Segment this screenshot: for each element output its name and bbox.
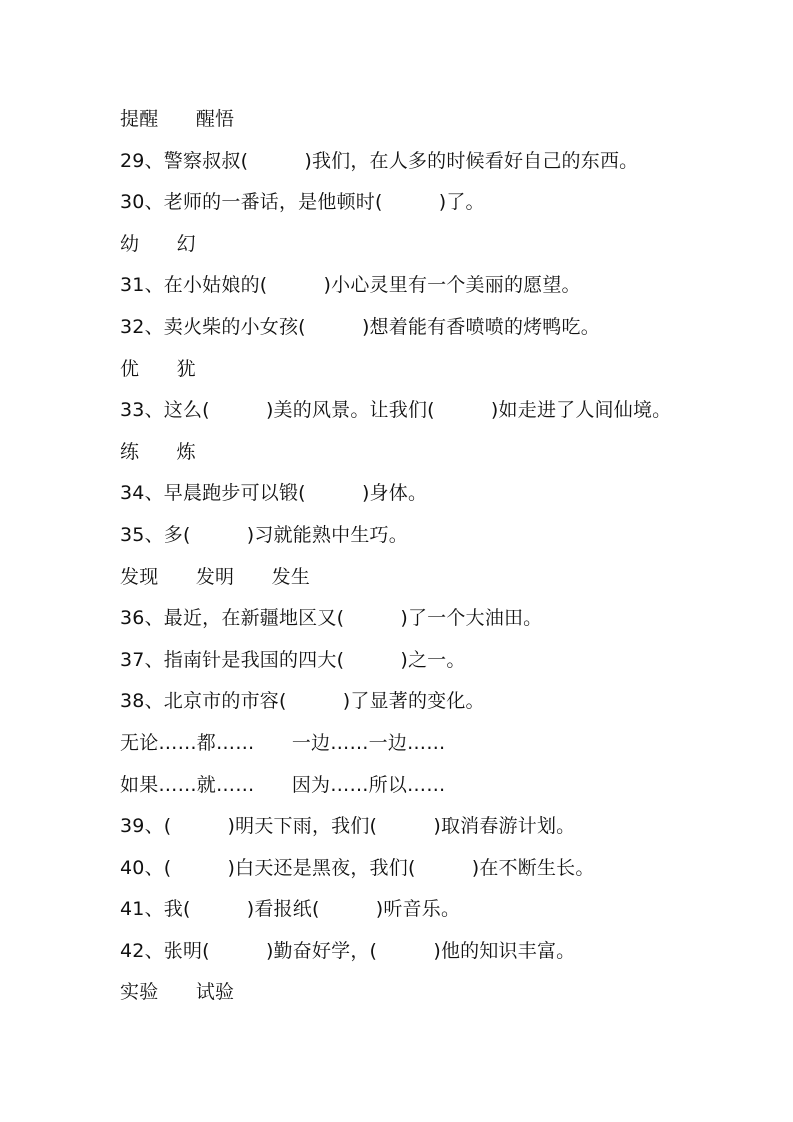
word-pair-line: 实验 试验 — [120, 981, 235, 1004]
conjunction-pair-line: 如果……就…… 因为……所以…… — [120, 773, 446, 796]
exercise-item-35: 35、多( )习就能熟中生巧。 — [120, 523, 408, 546]
exercise-item-33: 33、这么( )美的风景。让我们( )如走进了人间仙境。 — [120, 399, 672, 422]
exercise-item-36: 36、最近，在新疆地区又( )了一个大油田。 — [120, 607, 543, 630]
exercise-item-29: 29、警察叔叔( )我们，在人多的时候看好自己的东西。 — [120, 149, 639, 172]
exercise-item-38: 38、北京市的市容( )了显著的变化。 — [120, 690, 485, 713]
word-pair-line: 优 犹 — [120, 357, 196, 380]
exercise-list — [120, 104, 763, 1019]
exercise-item-42: 42、张明( )勤奋好学，( )他的知识丰富。 — [120, 939, 576, 962]
exercise-item-41: 41、我( )看报纸( )听音乐。 — [120, 898, 461, 921]
exercise-item-34: 34、早晨跑步可以锻( )身体。 — [120, 482, 428, 505]
exercise-item-30: 30、老师的一番话，是他顿时( )了。 — [120, 191, 485, 214]
exercise-item-39: 39、( )明天下雨，我们( )取消春游计划。 — [120, 815, 576, 838]
word-pair-line: 练 炼 — [120, 440, 196, 463]
exercise-item-37: 37、指南针是我国的四大( )之一。 — [120, 648, 466, 671]
exercise-item-40: 40、( )白天还是黑夜，我们( )在不断生长。 — [120, 856, 595, 879]
exercise-item-31: 31、在小姑娘的( )小心灵里有一个美丽的愿望。 — [120, 274, 581, 297]
word-pair-line: 提醒 醒悟 — [120, 108, 235, 130]
word-pair-line: 幼 幻 — [120, 232, 196, 255]
exercise-item-32: 32、卖火柴的小女孩( )想着能有香喷喷的烤鸭吃。 — [120, 315, 600, 338]
word-group-line: 发现 发明 发生 — [120, 565, 311, 588]
conjunction-pair-line: 无论……都…… 一边……一边…… — [120, 731, 446, 754]
